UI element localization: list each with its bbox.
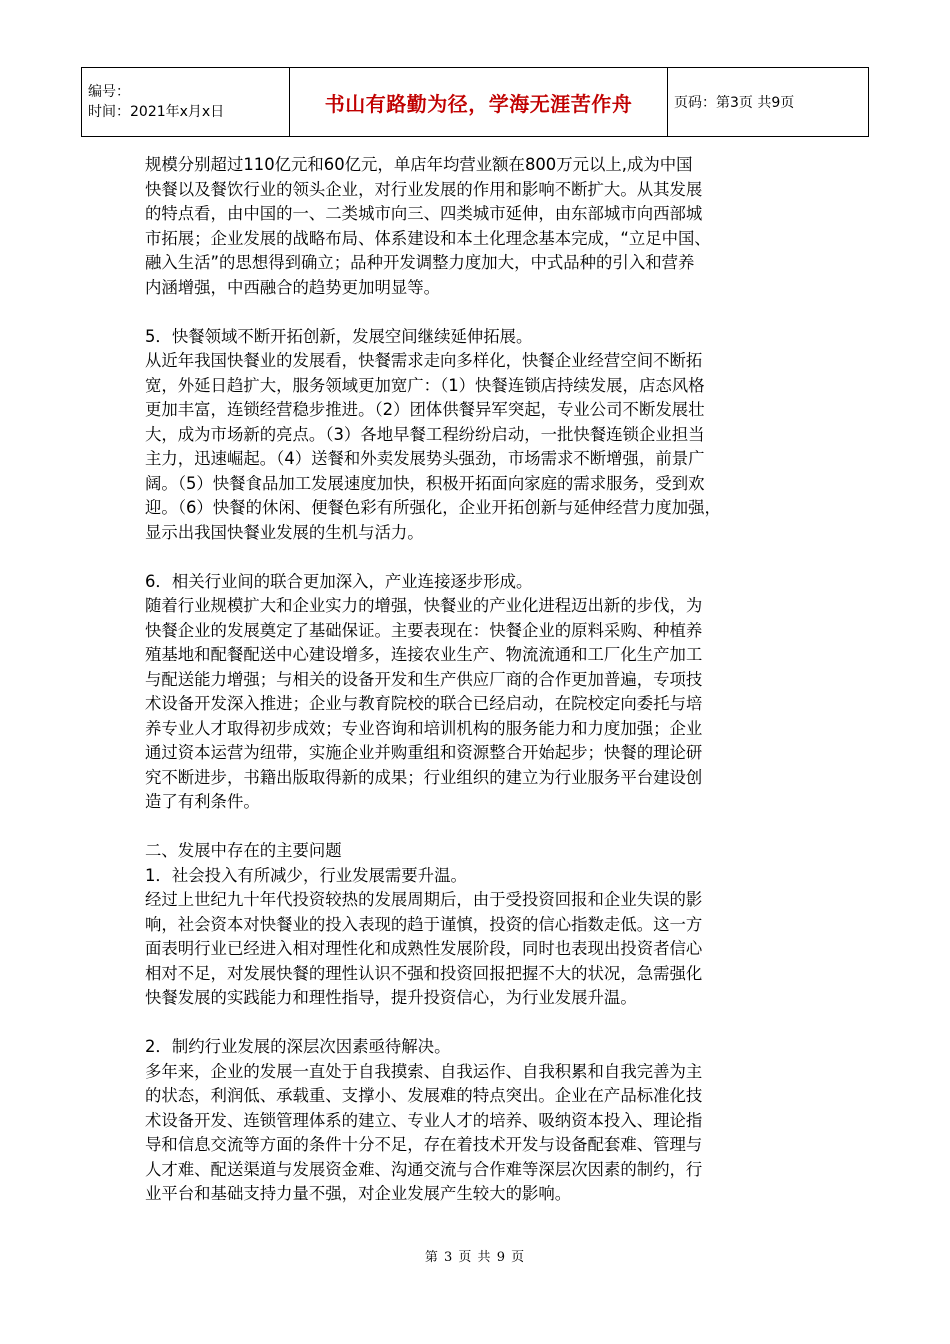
paragraph-gap — [145, 545, 825, 570]
text-line: 快餐以及餐饮行业的领头企业，对行业发展的作用和影响不断扩大。从其发展 — [145, 179, 703, 199]
text-line: 融入生活”的思想得到确立；品种开发调整力度加大，中式品种的引入和营养 — [145, 253, 695, 272]
heading-text: 2．制约行业发展的深层次因素亟待解决。 — [145, 1037, 451, 1056]
text-line: 迎。（6）快餐的休闲、便餐色彩有所强化，企业开拓创新与延伸经营力度加强， — [145, 498, 721, 517]
text-line: 术设备开发深入推进；企业与教育院校的联合已经启动，在院校定向委托与培 — [145, 694, 703, 713]
text-line: 显示出我国快餐业发展的生机与活力。 — [145, 522, 424, 542]
text-line: 快餐发展的实践能力和理性指导，提升投资信心，为行业发展升温。 — [145, 988, 637, 1007]
text-line: 快餐企业的发展奠定了基础保证。主要表现在：快餐企业的原料采购、种植养 — [145, 620, 703, 640]
text-line: 大，成为市场新的亮点。（3）各地早餐工程纷纷启动，一批快餐连锁企业担当 — [145, 424, 705, 444]
text-line: 主力，迅速崛起。（4）送餐和外卖发展势头强劲，市场需求不断增强，前景广 — [145, 449, 705, 468]
paragraph-gap — [145, 815, 825, 840]
text-line: 从近年我国快餐业的发展看，快餐需求走向多样化，快餐企业经营空间不断拓 — [145, 351, 703, 370]
heading-point-5 — [145, 325, 825, 350]
page-footer: 第 3 页 共 9 页 — [424, 1250, 526, 1265]
text-line: 养专业人才取得初步成效；专业咨询和培训机构的服务能力和力度加强；企业 — [145, 718, 703, 738]
paragraph-gap — [145, 1011, 825, 1036]
text-line: 阔。（5）快餐食品加工发展速度加快，积极开拓面向家庭的需求服务，受到欢 — [145, 473, 705, 493]
text-line: 与配送能力增强；与相关的设备开发和生产供应厂商的合作更加普遍，专项技 — [145, 669, 703, 689]
paragraph-point-5 — [145, 349, 825, 545]
text-line: 相对不足，对发展快餐的理性认识不强和投资回报把握不大的状况，急需强化 — [145, 963, 703, 983]
header-page-info: 页码：第3页 共9页 — [668, 68, 869, 137]
paragraph-gap — [145, 300, 825, 325]
text-line: 殖基地和配餐配送中心建设增多，连接农业生产、物流流通和工厂化生产加工 — [145, 645, 703, 664]
text-line: 市拓展；企业发展的战略布局、体系建设和本土化理念基本完成，“立足中国、 — [145, 228, 711, 248]
paragraph-point-6 — [145, 594, 825, 815]
heading-text: 5．快餐领域不断开拓创新，发展空间继续延伸拓展。 — [145, 326, 533, 346]
heading-problem-2 — [145, 1035, 825, 1060]
text-line: 人才难、配送渠道与发展资金难、沟通交流与合作难等深层次因素的制约，行 — [145, 1159, 703, 1179]
text-line: 导和信息交流等方面的条件十分不足，存在着技术开发与设备配套难、管理与 — [145, 1135, 703, 1154]
heading-text: 6．相关行业间的联合更加深入，产业连接逐步形成。 — [145, 571, 533, 591]
document-number-label: 编号： — [88, 84, 130, 100]
text-line: 宽，外延日趋扩大，服务领域更加宽广：（1）快餐连锁店持续发展，店态风格 — [145, 375, 705, 395]
section-heading-2 — [145, 839, 825, 864]
section-title: 二、发展中存在的主要问题 — [145, 841, 342, 860]
page-header — [81, 67, 869, 137]
text-line: 造了有利条件。 — [145, 792, 260, 811]
text-line: 通过资本运营为纽带，实施企业并购重组和资源整合开始起步；快餐的理论研 — [145, 743, 703, 762]
heading-text: 1．社会投入有所减少，行业发展需要升温。 — [145, 865, 467, 885]
document-date: 时间：2021年x月x日 — [88, 104, 225, 120]
paragraph-intro — [145, 153, 825, 300]
paragraph-problem-2 — [145, 1060, 825, 1207]
text-line: 业平台和基础支持力量不强，对企业发展产生较大的影响。 — [145, 1184, 572, 1203]
text-line: 规模分别超过110亿元和60亿元，单店年均营业额在800万元以上,成为中国 — [145, 155, 693, 174]
paragraph-problem-1 — [145, 888, 825, 1011]
document-body — [145, 153, 825, 1207]
text-line: 面表明行业已经进入相对理性化和成熟性发展阶段，同时也表现出投资者信心 — [145, 939, 703, 958]
heading-point-6 — [145, 570, 825, 595]
text-line: 内涵增强，中西融合的趋势更加明显等。 — [145, 277, 441, 297]
header-meta-cell — [82, 68, 290, 137]
text-line: 究不断进步，书籍出版取得新的成果；行业组织的建立为行业服务平台建设创 — [145, 767, 703, 787]
text-line: 响，社会资本对快餐业的投入表现的趋于谨慎，投资的信心指数走低。这一方 — [145, 914, 703, 934]
text-line: 经过上世纪九十年代投资较热的发展周期后，由于受投资回报和企业失误的影 — [145, 890, 703, 909]
text-line: 术设备开发、连锁管理体系的建立、专业人才的培养、吸纳资本投入、理论指 — [145, 1110, 703, 1130]
text-line: 的状态，利润低、承载重、支撑小、发展难的特点突出。企业在产品标准化技 — [145, 1086, 703, 1105]
header-motto: 书山有路勤为径，学海无涯苦作舟 — [290, 68, 668, 137]
heading-problem-1 — [145, 864, 825, 889]
text-line: 的特点看，由中国的一、二类城市向三、四类城市延伸，由东部城市向西部城 — [145, 204, 703, 223]
text-line: 随着行业规模扩大和企业实力的增强，快餐业的产业化进程迈出新的步伐，为 — [145, 596, 703, 615]
text-line: 多年来，企业的发展一直处于自我摸索、自我运作、自我积累和自我完善为主 — [145, 1061, 703, 1081]
text-line: 更加丰富，连锁经营稳步推进。（2）团体供餐异军突起，专业公司不断发展壮 — [145, 400, 705, 419]
